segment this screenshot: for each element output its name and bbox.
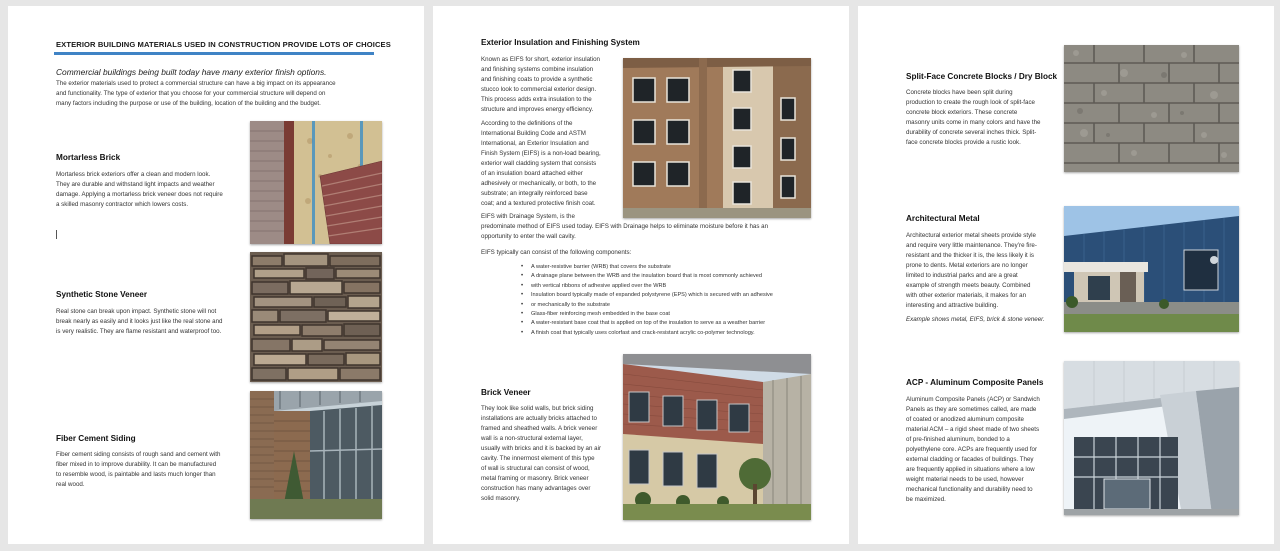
section-body-fiber-cement: Fiber cement siding consists of rough sand and cement with fiber mixed in to improve durability. It can be manufactured to resemble wood, is paintable and lasts much longer than real wood. xyxy=(56,451,221,488)
section-body-brick-veneer: They look like solid walls, but brick siding installations are actually bricks attached to framed and sheathed walls. A brick veneer wall is a non-structural external layer, usually with bricks and it is backed by an air cavity. The innermost element of this type of wall is structural can consist of wood, metal framing or masonry. Brick veneer construction has many advantages over solid masonry. xyxy=(481,405,602,502)
document-title: EXTERIOR BUILDING MATERIALS USED IN CONSTRUCTION PROVIDE LOTS OF CHOICES xyxy=(56,40,391,49)
brick-veneer-photo xyxy=(623,354,811,520)
list-item: • A water-resistive barrier (WRB) that covers the substrate xyxy=(517,263,817,271)
list-item: • with vertical ribbons of adhesive applied over the WRB xyxy=(517,282,817,290)
section-heading-acp: ACP - Aluminum Composite Panels xyxy=(906,378,1044,387)
mortarless-brick-photo xyxy=(250,121,382,244)
section-heading-architectural-metal: Architectural Metal xyxy=(906,214,980,223)
list-item: • A drainage plane between the WRB and the insulation board that is most commonly achieved xyxy=(517,272,817,280)
section-body-mortarless-brick: Mortarless brick exteriors offer a clean and modern look. They are durable and withstand light impacts and weather damage. Applying a mortarless brick veneer does not require a skilled masonry contractor which lowers costs. xyxy=(56,171,223,208)
aluminum-composite-panels-photo xyxy=(1064,361,1239,515)
section-body-acp: Aluminum Composite Panels (ACP) or Sandwich Panels as they are sometimes called, are made of coated or anodized aluminum composite material ACM – a rigid sheet made of two sheets of pre-finished aluminum, bonded to a polyethylene core. ACPs are frequently used for external cladding or facades of buildings. They are frequently applied in situations where a low weight material needs to be used, however mechanical functionality and durability need to be maximized. xyxy=(906,396,1040,503)
metal-photo-caption: Example shows metal, EIFS, brick & stone veneer. xyxy=(906,316,1045,323)
list-item: • A water-resistant base coat that is applied on top of the insulation to serve as a weather barrier xyxy=(517,319,817,327)
section-body-split-face-blocks: Concrete blocks have been split during production to create the rough look of split-face concrete block exteriors. These concrete masonry units come in many colors and have the durability of concrete several inches thick. Split- face concrete blocks provide a rustic look. xyxy=(906,89,1041,146)
section-heading-mortarless-brick: Mortarless Brick xyxy=(56,153,121,162)
list-item: • A finish coat that typically uses colorfast and crack-resistant acrylic co-polymer technology. xyxy=(517,329,817,337)
list-item: • Glass-fiber reinforcing mesh embedded in the base coat xyxy=(517,310,817,318)
split-face-block-photo xyxy=(1064,45,1239,172)
intro-paragraph xyxy=(56,79,386,109)
document-page-1 xyxy=(8,6,424,544)
section-heading-eifs: Exterior Insulation and Finishing System xyxy=(481,38,640,47)
list-item: • or mechanically to the substrate xyxy=(517,301,817,309)
synthetic-stone-photo xyxy=(250,252,382,382)
section-heading-synthetic-stone: Synthetic Stone Veneer xyxy=(56,290,148,299)
intro-line: and functionality. The type of exterior that you choose for your commercial structure will depend on xyxy=(56,90,326,97)
document-page-2 xyxy=(433,6,849,544)
text-cursor xyxy=(56,230,57,239)
list-item: • Insulation board typically made of expanded polystyrene (EPS) which is secured with an adhesive xyxy=(517,291,817,299)
eifs-definition-paragraph: According to the definitions of the International Building Code and ASTM International, an Exterior Insulation and Finish System (EIFS) is a non-load bearing, exterior wall cladding system that consists of an insulation board attached either adhesively or mechanically, or both, to the substrate; an integrally reinforced base coat; and a textured protective finish coat. xyxy=(481,120,601,207)
eifs-drainage-paragraph: EIFS with Drainage System, is the predominate method of EIFS used today. EIFS with Drainage helps to eliminate moisture before it has an opportunity to enter the wall cavity. xyxy=(481,213,769,240)
section-body-eifs: Known as EIFS for short, exterior insulation and finishing systems combine insulation and finishing coats to provide a synthetic stucco look to commercial exterior design. This process adds extra insulation to the structure and improves energy efficiency. xyxy=(481,56,600,113)
document-page-3 xyxy=(858,6,1274,544)
intro-line: many factors including the purpose or use of the building, location of the building and the budget. xyxy=(56,100,321,107)
document-subtitle: Commercial buildings being built today have many exterior finish options. xyxy=(56,67,327,77)
eifs-components-list xyxy=(517,263,817,338)
eifs-building-photo xyxy=(623,58,811,218)
components-intro: EIFS typically can consist of the following components: xyxy=(481,249,632,256)
section-heading-fiber-cement: Fiber Cement Siding xyxy=(56,434,136,443)
fiber-cement-siding-photo xyxy=(250,391,382,519)
architectural-metal-photo xyxy=(1064,206,1239,332)
title-underline xyxy=(54,52,374,55)
section-heading-split-face-blocks: Split-Face Concrete Blocks / Dry Block xyxy=(906,72,1058,81)
section-heading-brick-veneer: Brick Veneer xyxy=(481,388,531,397)
section-body-synthetic-stone: Real stone can break upon impact. Synthetic stone will not break nearly as easily and it looks just like the real stone and is very realistic. They are flame resistant and waterproof too. xyxy=(56,308,223,335)
section-body-architectural-metal: Architectural exterior metal sheets provide style and require very little maintenance. They’re fire- resistant and the thicker it is, the less likely it is prone to dents. Metal exteriors are no longer limited to industrial parks and are a great example of strength meets beauty. Combined with other exterior materials, it makes for an interesting and attractive building. xyxy=(906,232,1037,309)
intro-line: The exterior materials used to protect a commercial structure can have a big impact on its appearance xyxy=(56,80,336,87)
